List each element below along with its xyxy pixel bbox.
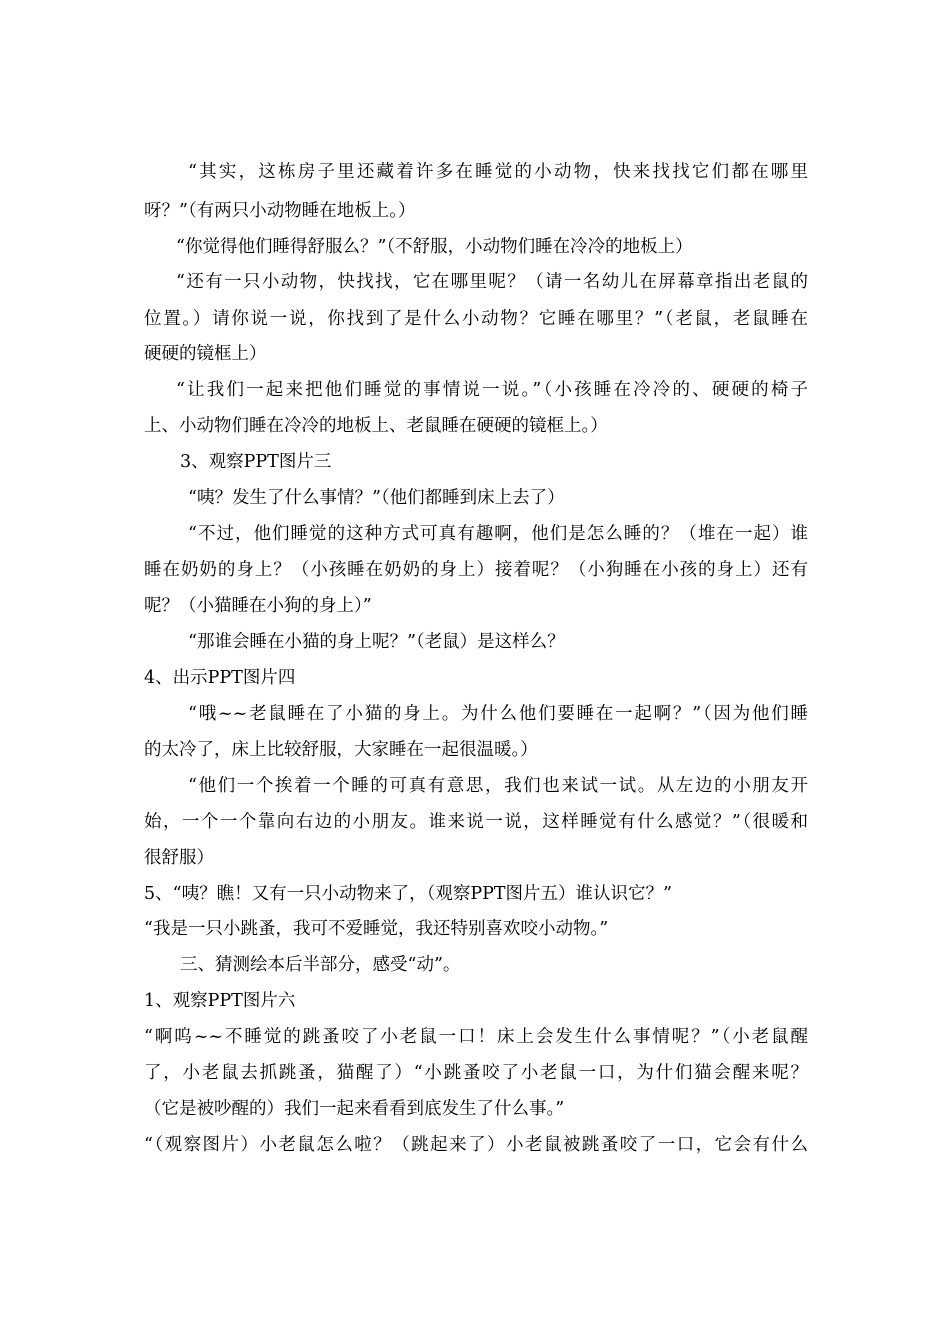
- section-heading: 1、观察PPT图片六: [144, 991, 296, 1011]
- paragraph-line: “我是一只小跳蚤，我可不爱睡觉，我还特别喜欢咬小动物。”: [144, 919, 609, 939]
- paragraph-line: 上、小动物们睡在冷冷的地板上、老鼠睡在硬硬的镜框上。）: [144, 416, 608, 436]
- paragraph-line: “其实，这栋房子里还藏着许多在睡觉的小动物，快来找找它们都在哪里: [188, 162, 808, 182]
- section-heading: 4、出示PPT图片四: [144, 668, 296, 688]
- paragraph-line: “啊呜~~不睡觉的跳蚤咬了小老鼠一口！床上会发生什么事情呢？”（小老鼠醒: [144, 1027, 808, 1047]
- paragraph-line: “让我们一起来把他们睡觉的事情说一说。”（小孩睡在冷冷的、硬硬的椅子: [176, 380, 808, 400]
- paragraph-line: “不过，他们睡觉的这种方式可真有趣啊，他们是怎么睡的？（堆在一起）谁: [188, 524, 808, 544]
- paragraph-line: “他们一个挨着一个睡的可真有意思，我们也来试一试。从左边的小朋友开: [188, 776, 808, 796]
- paragraph-line: 位置。）请你说一说，你找到了是什么小动物？它睡在哪里？”（老鼠，老鼠睡在: [144, 309, 808, 329]
- paragraph-line: 很舒服）: [144, 848, 214, 868]
- paragraph-line: 睡在奶奶的身上？（小孩睡在奶奶的身上）接着呢？（小狗睡在小孩的身上）还有: [144, 560, 808, 580]
- paragraph-line: （它是被吵醒的）我们一起来看看到底发生了什么事。”: [144, 1099, 565, 1119]
- paragraph-line: “你觉得他们睡得舒服么？”（不舒服，小动物们睡在冷冷的地板上）: [176, 237, 693, 257]
- paragraph-line: “那谁会睡在小猫的身上呢？”（老鼠）是这样么？: [188, 632, 565, 652]
- section-heading: 5、“咦？瞧！又有一只小动物来了，（观察PPT图片五）谁认识它？”: [144, 884, 672, 904]
- paragraph-line: 始，一个一个靠向右边的小朋友。谁来说一说，这样睡觉有什么感觉？”（很暖和: [144, 812, 808, 832]
- paragraph-line: “咦？发生了什么事情？”（他们都睡到床上去了）: [188, 488, 565, 508]
- section-heading: 3、观察PPT图片三: [180, 452, 332, 472]
- section-heading: 三、猜测绘本后半部分，感受“动”。: [180, 955, 461, 975]
- paragraph-line: “哦~~老鼠睡在了小猫的身上。为什么他们要睡在一起啊？”（因为他们睡: [188, 704, 808, 724]
- paragraph-line: “（观察图片）小老鼠怎么啦？（跳起来了）小老鼠被跳蚤咬了一口，它会有什么: [144, 1135, 808, 1155]
- paragraph-line: 了，小老鼠去抓跳蚤，猫醒了）“小跳蚤咬了小老鼠一口，为什们猫会醒来呢？: [144, 1063, 808, 1083]
- paragraph-line: 的太冷了，床上比较舒服，大家睡在一起很温暖。）: [144, 740, 538, 760]
- paragraph-line: 呀？”（有两只小动物睡在地板上。）: [144, 201, 416, 221]
- paragraph-line: 呢？（小猫睡在小狗的身上）”: [144, 596, 372, 616]
- paragraph-line: “还有一只小动物，快找找，它在哪里呢？（请一名幼儿在屏幕章指出老鼠的: [176, 272, 808, 292]
- paragraph-line: 硬硬的镜框上）: [144, 344, 267, 364]
